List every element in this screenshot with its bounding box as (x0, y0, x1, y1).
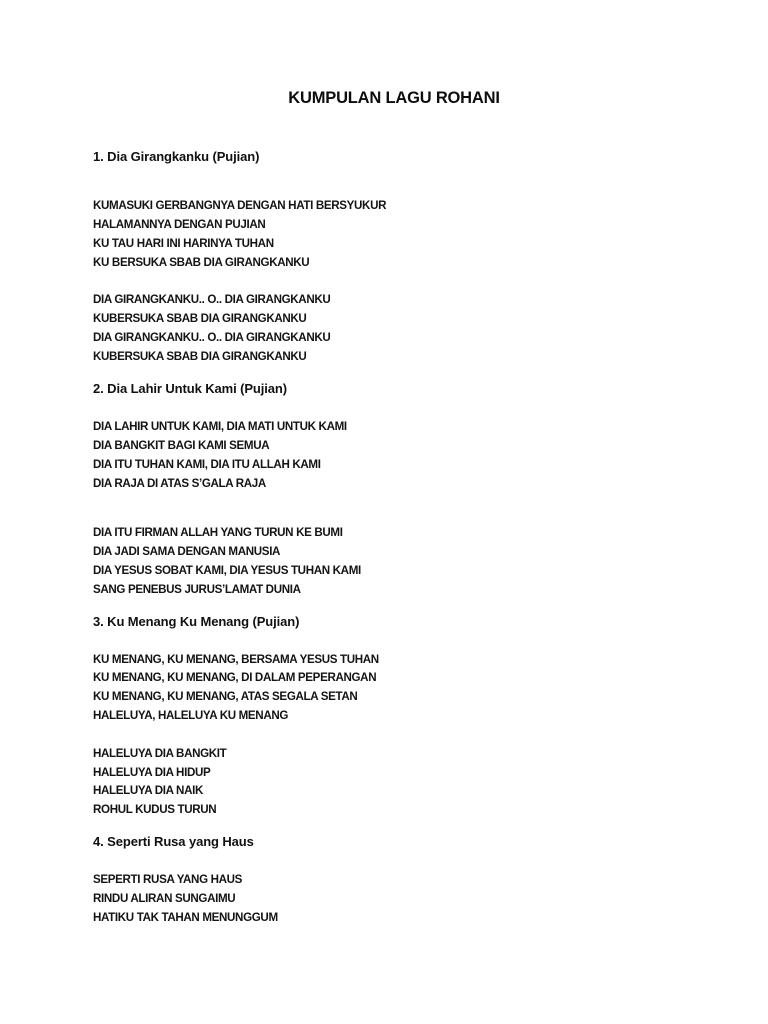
lyric-line: KU MENANG, KU MENANG, ATAS SEGALA SETAN (93, 690, 358, 703)
lyric-line: HALELUYA, HALELUYA KU MENANG (93, 709, 289, 722)
lyric-line: KU BERSUKA SBAB DIA GIRANGKANKU (93, 256, 310, 269)
lyric-line: HALAMANNYA DENGAN PUJIAN (93, 218, 266, 231)
lyric-line: DIA YESUS SOBAT KAMI, DIA YESUS TUHAN KAMI (93, 564, 361, 577)
lyric-line: DIA GIRANGKANKU.. O.. DIA GIRANGKANKU (93, 331, 331, 344)
lyric-line: KU MENANG, KU MENANG, DI DALAM PEPERANGAN (93, 671, 377, 684)
lyric-line: RINDU ALIRAN SUNGAIMU (93, 892, 236, 905)
lyric-line: SEPERTI RUSA YANG HAUS (93, 873, 243, 886)
lyric-line: KUBERSUKA SBAB DIA GIRANGKANKU (93, 350, 307, 363)
lyric-line: HATIKU TAK TAHAN MENUNGGUM (93, 911, 278, 924)
song-heading: 2. Dia Lahir Untuk Kami (Pujian) (93, 381, 287, 396)
lyric-line: KU TAU HARI INI HARINYA TUHAN (93, 237, 274, 250)
lyric-line: DIA ITU FIRMAN ALLAH YANG TURUN KE BUMI (93, 526, 343, 539)
lyric-line: DIA RAJA DI ATAS S’GALA RAJA (93, 477, 266, 490)
lyric-line: KUMASUKI GERBANGNYA DENGAN HATI BERSYUKUR (93, 199, 387, 212)
lyric-line: DIA LAHIR UNTUK KAMI, DIA MATI UNTUK KAMI (93, 420, 347, 433)
song-heading: 3. Ku Menang Ku Menang (Pujian) (93, 614, 300, 629)
lyric-line: DIA ITU TUHAN KAMI, DIA ITU ALLAH KAMI (93, 458, 321, 471)
lyric-line: DIA BANGKIT BAGI KAMI SEMUA (93, 439, 270, 452)
song-heading: 1. Dia Girangkanku (Pujian) (93, 149, 260, 164)
lyric-line: DIA GIRANGKANKU.. O.. DIA GIRANGKANKU (93, 293, 331, 306)
lyric-line: KUBERSUKA SBAB DIA GIRANGKANKU (93, 312, 307, 325)
lyric-line: HALELUYA DIA BANGKIT (93, 747, 227, 760)
lyric-line: DIA JADI SAMA DENGAN MANUSIA (93, 545, 281, 558)
lyric-line: HALELUYA DIA NAIK (93, 784, 203, 797)
lyric-line: ROHUL KUDUS TURUN (93, 803, 217, 816)
lyric-line: HALELUYA DIA HIDUP (93, 766, 211, 779)
lyric-line: KU MENANG, KU MENANG, BERSAMA YESUS TUHAN (93, 653, 379, 666)
song-heading: 4. Seperti Rusa yang Haus (93, 834, 254, 849)
lyric-line: SANG PENEBUS JURUS’LAMAT DUNIA (93, 583, 301, 596)
document-title: KUMPULAN LAGU ROHANI (288, 89, 500, 107)
